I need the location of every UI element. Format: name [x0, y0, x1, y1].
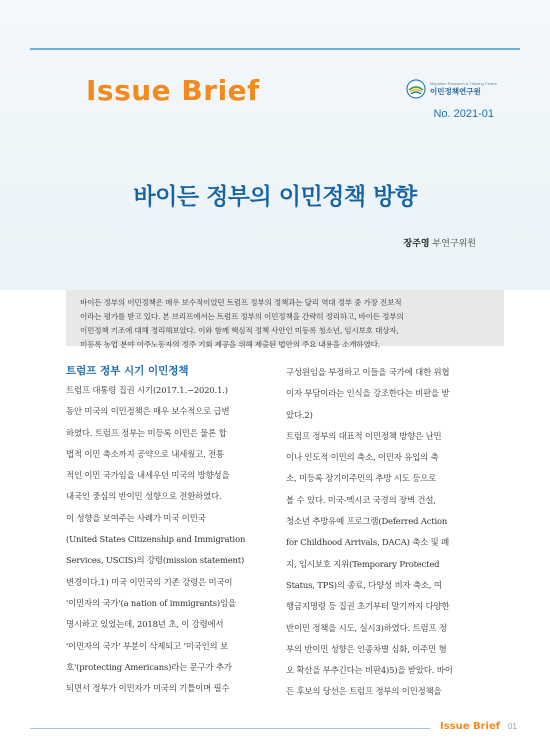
body-line: Services, USCIS)의 강령(mission statement) [66, 555, 245, 566]
right-column [286, 362, 498, 703]
globe-logo-icon [406, 79, 426, 99]
document-title: 바이든 정부의 이민정책 방향 [133, 184, 417, 210]
body-line: 동안 미국의 이민정책은 매우 보수적으로 급변 [66, 406, 230, 417]
summary-line: 미등록 농업 분야 이주노동자의 정주 기회 제공을 위해 제출된 법안의 주요 내용을 소개하였다. [80, 340, 380, 349]
brand-title: Issue Brief [86, 74, 260, 107]
summary-line: 이라는 평가를 받고 있다. 본 브리프에서는 트럼프 정부의 이민정책을 간략히 정리하고, 바이든 정부의 [80, 312, 404, 321]
body-line: 행금지명령 등 집권 초기부터 말기까지 다양한 [286, 601, 450, 612]
body-line: 청소년 추방유예 프로그램(Deferred Action [286, 516, 448, 527]
body-line: 볼 수 있다. 미국-멕시코 국경의 장벽 건설, [286, 494, 436, 505]
summary-line: 바이든 정부의 이민정책은 매우 보수적이었던 트럼프 정부의 정책과는 달리 역대 정부 중 가장 진보적 [80, 298, 402, 307]
footer-divider [30, 728, 430, 729]
logo-english-name: Migration Research & Training Centre [430, 81, 497, 87]
body-line: 법적 이민 축소까지 공약으로 내세웠고, 전통 [66, 448, 224, 459]
body-line: 명시하고 있었는데, 2018년 초, 이 강령에서 [66, 619, 224, 630]
author-line [404, 236, 476, 249]
body-line: 트럼프 대통령 집권 시기(2017.1.~2020.1.) [66, 385, 228, 395]
author-name: 장주영 [403, 239, 430, 249]
body-line: (United States Citizenship and Immigration [66, 534, 246, 545]
body-line: 소, 미등록 장기이주민의 추방 시도 등으로 [286, 473, 437, 484]
body-line: 이자 부담이라는 인식을 강조한다는 비판을 받 [286, 388, 450, 399]
body-line: 호'(protecting Americans)라는 문구가 추가 [66, 661, 232, 672]
author-role: 부연구위원 [432, 239, 476, 249]
body-line: 오 확산을 부추긴다는 비판4)5)을 받았다. 바이 [286, 665, 453, 676]
body-line: '이민자의 국가' 부분이 삭제되고 '미국인의 보 [66, 640, 228, 651]
footer-brand: Issue Brief [440, 721, 501, 732]
body-line: 내국인 중심의 반이민 성향으로 전환하였다. [66, 491, 222, 502]
body-line: 부의 반이민 성향은 인종차별 심화, 이주민 혐 [286, 643, 447, 654]
body-line: 았다.2) [286, 409, 313, 420]
body-line: 적인 이민 국가임을 내세우던 미국의 방향성을 [66, 470, 230, 481]
body-line: '이민자의 국가'(a nation of immigrants)임을 [66, 597, 236, 608]
body-line: for Childhood Arrivals, DACA) 축소 및 폐 [286, 537, 450, 548]
body-line: 구성원임을 부정하고 이들을 국가에 대한 위협 [286, 367, 450, 377]
body-line: 반이민 정책을 시도, 실시3)하였다. 트럼프 정 [286, 622, 447, 633]
logo-korean-name: 이민정책연구원 [430, 87, 481, 97]
body-line: Status, TPS)의 종료, 다양성 비자 축소, 여 [286, 579, 442, 590]
section-heading: 트럼프 정부 시기 이민정책 [66, 365, 189, 377]
body-line: 이나 인도적 이민의 축소, 이민자 유입의 축 [286, 452, 439, 463]
body-line: 변경이다.1) 미국 이민국의 기존 강령은 미국이 [66, 576, 233, 587]
issue-number: No. 2021-01 [433, 108, 494, 120]
body-line: 이 성향을 보여주는 사례가 미국 이민국 [66, 512, 206, 523]
institute-logo [406, 76, 506, 102]
left-column [66, 362, 278, 699]
summary-line: 이민정책 기조에 대해 정리해보았다. 이와 함께 핵심적 정책 사안인 미등록 청소년, 임시보호 대상자, [80, 326, 399, 335]
header-divider [30, 48, 520, 50]
body-line: 트럼프 정부의 대표적 이민정책 방향은 난민 [286, 430, 442, 441]
summary-box [66, 290, 504, 349]
page-number: 01 [508, 722, 517, 731]
body-line: 되면서 정부가 이민자가 미국의 기틀이며 필수 [66, 683, 230, 694]
body-line: 하였다. 트럼프 정부는 미등록 이민은 물론 합 [66, 427, 227, 438]
body-line: 든 후보의 당선은 트럼프 정부의 이민정책을 [286, 686, 442, 697]
body-line: 지, 임시보호 지위(Temporary Protected [286, 558, 440, 569]
